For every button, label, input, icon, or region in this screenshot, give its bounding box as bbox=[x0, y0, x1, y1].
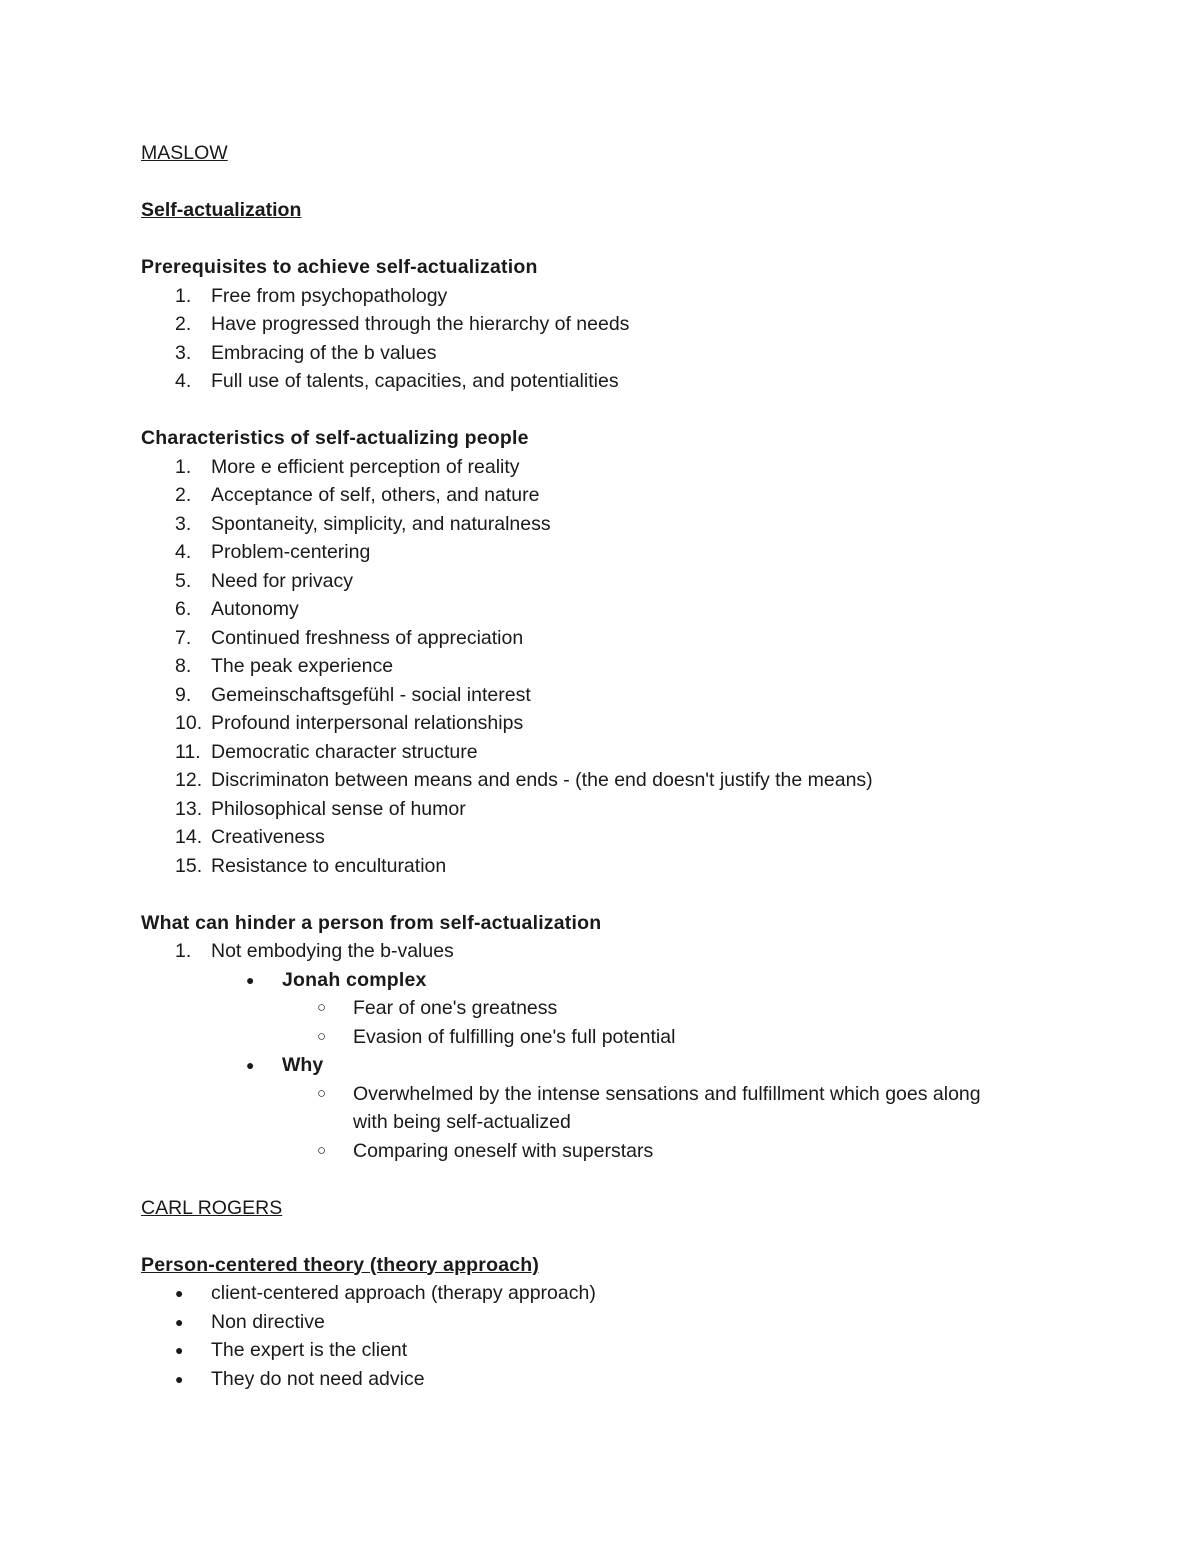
list-item: ○ Evasion of fulfilling one's full potential bbox=[141, 1023, 1081, 1052]
list-item: ○ Overwhelmed by the intense sensations and fulfillment which goes along bbox=[141, 1080, 1081, 1109]
hinder-heading-line bbox=[141, 909, 1081, 938]
list-item: 4. Problem-centering bbox=[175, 541, 371, 563]
bullet-icon: ● bbox=[175, 1313, 184, 1330]
list-item: 6. Autonomy bbox=[175, 598, 299, 620]
list-item-continuation: with being self-actualized bbox=[353, 1111, 571, 1133]
circle-bullet-icon: ○ bbox=[317, 1027, 327, 1045]
list-item: 3. Embracing of the b values bbox=[175, 341, 437, 364]
characteristics-heading-line bbox=[141, 424, 1081, 453]
maslow-title: MASLOW bbox=[141, 142, 228, 164]
document-page bbox=[141, 139, 1081, 1393]
list-item: ○ Comparing oneself with superstars bbox=[141, 1137, 1081, 1166]
list-item: 7. Continued freshness of appreciation bbox=[175, 626, 524, 649]
person-centered-heading-line bbox=[141, 1251, 1081, 1280]
rogers-title: CARL ROGERS bbox=[141, 1196, 283, 1219]
list-item: 15. Resistance to enculturation bbox=[175, 854, 447, 877]
bullet-icon: ● bbox=[175, 1285, 184, 1301]
list-item: 2. Have progressed through the hierarchy of needs bbox=[175, 313, 630, 335]
list-item: 9. Gemeinschaftsgefühl - social interest bbox=[175, 683, 531, 706]
circle-bullet-icon: ○ bbox=[317, 1141, 327, 1159]
list-item: 10. Profound interpersonal relationships bbox=[175, 712, 524, 734]
list-item: 11. Democratic character structure bbox=[175, 740, 478, 763]
list-item bbox=[141, 966, 1081, 995]
circle-bullet-icon: ○ bbox=[317, 999, 327, 1016]
bullet-icon: ● bbox=[246, 971, 255, 988]
list-item: ● They do not need advice bbox=[141, 1365, 1081, 1394]
list-item: 2. Acceptance of self, others, and nature bbox=[175, 484, 540, 506]
list-item: 3. Spontaneity, simplicity, and naturalness bbox=[175, 512, 551, 535]
list-item: 13. Philosophical sense of humor bbox=[175, 797, 466, 820]
list-item: 1. More e efficient perception of reality bbox=[175, 455, 520, 478]
person-centered-heading: Person-centered theory (theory approach) bbox=[141, 1253, 540, 1276]
bullet-icon: ● bbox=[175, 1370, 184, 1387]
rogers-title-line bbox=[141, 1194, 1081, 1223]
list-item: ● Non directive bbox=[141, 1308, 1081, 1337]
why-label: Why bbox=[282, 1054, 324, 1076]
self-actualization-heading: Self-actualization bbox=[141, 199, 302, 221]
characteristics-heading: Characteristics of self-actualizing people bbox=[141, 427, 529, 449]
list-item: 5. Need for privacy bbox=[175, 569, 353, 592]
jonah-complex-label: Jonah complex bbox=[282, 968, 427, 991]
self-actualization-heading-line bbox=[141, 196, 1081, 225]
list-item: 4. Full use of talents, capacities, and potentialities bbox=[175, 370, 619, 392]
list-item: ● The expert is the client bbox=[141, 1336, 1081, 1365]
prereq-heading: Prerequisites to achieve self-actualization bbox=[141, 256, 538, 278]
list-item: 8. The peak experience bbox=[175, 655, 394, 677]
list-item: 1. Not embodying the b-values bbox=[175, 940, 454, 962]
maslow-title-line bbox=[141, 139, 1081, 168]
hinder-heading: What can hinder a person from self-actualization bbox=[141, 911, 602, 934]
list-item: 1. Free from psychopathology bbox=[175, 284, 448, 307]
bullet-icon: ● bbox=[246, 1057, 255, 1073]
list-item bbox=[141, 1051, 1081, 1080]
prereq-heading-line bbox=[141, 253, 1081, 282]
list-item: ● client-centered approach (therapy approach) bbox=[141, 1279, 1081, 1308]
list-item: 12. Discriminaton between means and ends - (the end doesn't justify the means) bbox=[175, 769, 873, 791]
circle-bullet-icon: ○ bbox=[317, 1084, 327, 1102]
list-item: ○ Fear of one's greatness bbox=[141, 994, 1081, 1023]
list-item: 14. Creativeness bbox=[175, 826, 325, 848]
bullet-icon: ● bbox=[175, 1342, 184, 1358]
